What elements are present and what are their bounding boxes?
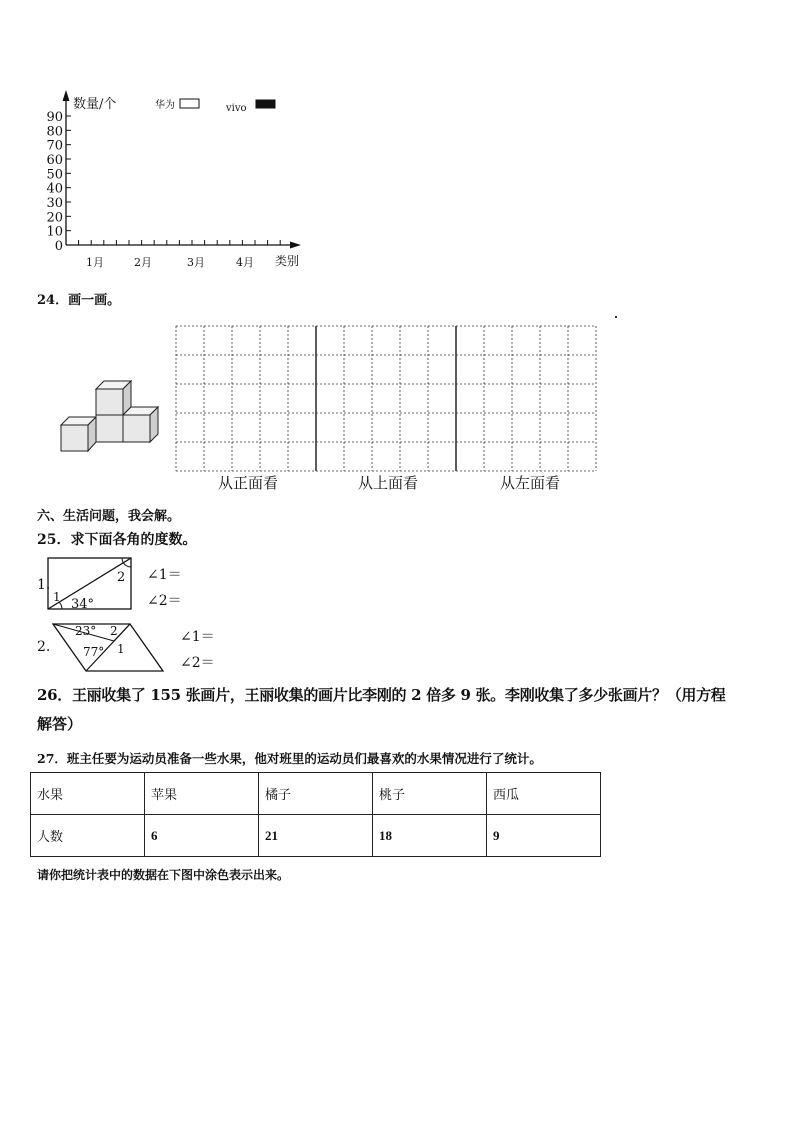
x-category-label: 3月	[187, 256, 205, 269]
bar-chart	[0, 0, 794, 280]
x-category-label: 1月	[86, 256, 104, 269]
fig1-answer-1: ∠1＝	[147, 567, 182, 583]
fig2-degree-1: 23°	[75, 624, 97, 638]
stray-dot	[615, 316, 617, 318]
table-cell: 21	[259, 815, 373, 857]
rectangle-figure	[45, 553, 140, 615]
table-header-cell: 西瓜	[487, 773, 601, 815]
y-tick-label: 60	[46, 153, 63, 168]
legend-label-huawei: 华为	[155, 100, 175, 111]
q26-line1: 26．王丽收集了 155 张画片，王丽收集的画片比李刚的 2 倍多 9 张。李刚收集了多少张画片？（用方程	[37, 686, 726, 704]
q27-instruction: 请你把统计表中的数据在下图中涂色表示出来。	[37, 868, 290, 882]
table-row	[31, 815, 601, 857]
table-row-label: 人数	[31, 815, 145, 857]
table-header-cell: 水果	[31, 773, 145, 815]
table-header-cell: 橘子	[259, 773, 373, 815]
x-category-label: 2月	[134, 256, 152, 269]
legend-swatch-huawei	[180, 99, 199, 108]
y-tick-label: 40	[46, 181, 63, 197]
table-header-cell: 桃子	[373, 773, 487, 815]
legend-label-vivo: vivo	[226, 103, 247, 114]
fig2-answer-1: ∠1＝	[180, 629, 215, 645]
table-header-cell: 苹果	[145, 773, 259, 815]
y-tick-label: 0	[54, 239, 63, 254]
q24-title: 24．画一画。	[37, 293, 121, 308]
table-cell: 18	[373, 815, 487, 857]
fig1-answer-2: ∠2＝	[147, 593, 182, 609]
fruit-table	[30, 772, 601, 857]
parallelogram-figure	[50, 620, 170, 676]
view-label-left: 从左面看	[500, 474, 561, 492]
y-tick-label: 90	[46, 110, 63, 125]
view-label-front: 从正面看	[218, 474, 279, 492]
section6-title: 六、生活问题，我会解。	[37, 509, 181, 524]
y-tick-label: 70	[46, 138, 63, 154]
q27-title: 27．班主任要为运动员准备一些水果，他对班里的运动员们最喜欢的水果情况进行了统计。	[37, 751, 542, 766]
y-axis-arrow	[63, 90, 70, 101]
fig2-degree-2: 77°	[83, 645, 105, 659]
y-axis-label: 数量/个	[73, 97, 117, 112]
fig2-angle-2: 2	[110, 624, 118, 638]
fig1-degree: 34°	[71, 597, 95, 612]
table-row	[31, 773, 601, 815]
fig2-angle-1: 1	[117, 642, 125, 656]
fig1-number: 1.	[37, 577, 51, 593]
cube-figure	[55, 375, 165, 455]
y-tick-label: 80	[46, 124, 63, 140]
q25-title: 25．求下面各角的度数。	[37, 532, 197, 548]
y-tick-label: 30	[46, 196, 63, 211]
fig2-number: 2.	[37, 639, 51, 655]
fig1-angle-2: 2	[117, 570, 126, 585]
y-tick-label: 10	[46, 224, 63, 240]
table-cell: 6	[145, 815, 259, 857]
fig1-angle-1: 1	[53, 590, 61, 604]
legend-swatch-vivo	[256, 100, 275, 108]
x-category-label: 4月	[236, 256, 254, 269]
view-grids	[170, 320, 610, 500]
y-tick-label: 50	[46, 167, 63, 183]
table-cell: 9	[487, 815, 601, 857]
x-axis-label: 类别	[275, 254, 300, 268]
q26-line2: 解答）	[37, 715, 83, 733]
x-axis-arrow	[290, 242, 301, 249]
y-tick-label: 20	[46, 210, 63, 226]
fig2-answer-2: ∠2＝	[180, 655, 215, 671]
view-label-top: 从上面看	[358, 474, 419, 492]
